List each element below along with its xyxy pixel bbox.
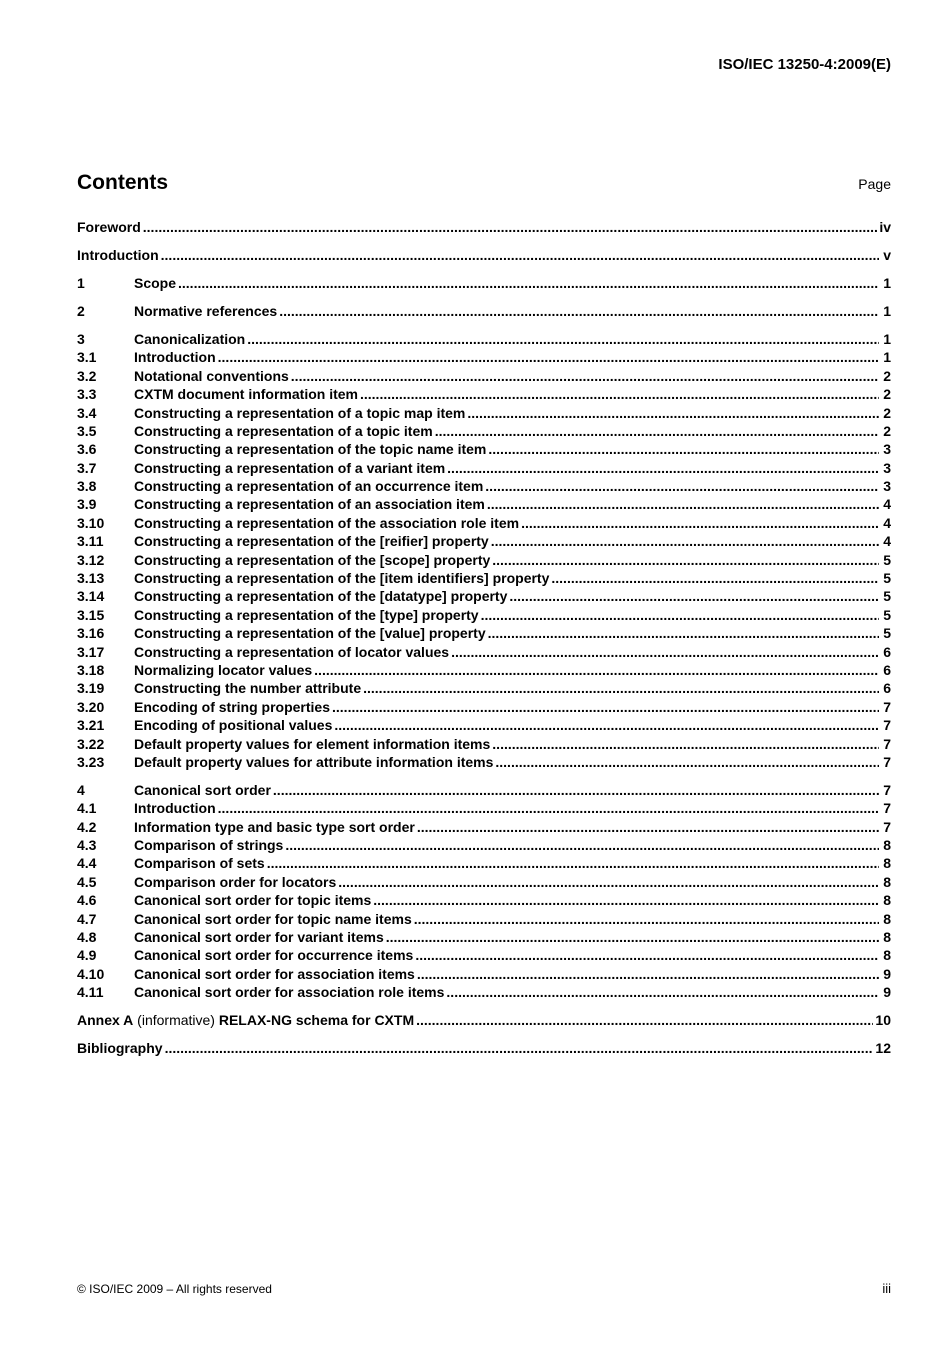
toc-leader-dots bbox=[363, 679, 879, 697]
toc-entry-number: 4.11 bbox=[77, 984, 104, 1001]
toc-entry-title: Introduction bbox=[77, 246, 159, 263]
toc-leader-dots bbox=[451, 643, 879, 661]
toc-entry-number: 2 bbox=[77, 302, 85, 319]
toc-entry[interactable] bbox=[77, 587, 891, 605]
toc-entry-number: 3.14 bbox=[77, 588, 105, 605]
toc-entry-page: 7 bbox=[883, 781, 891, 798]
toc-entry-title: Constructing a representation of a variant item bbox=[134, 459, 446, 476]
toc-entry-page: 5 bbox=[883, 570, 891, 587]
toc-entry-number: 4.4 bbox=[77, 855, 97, 872]
toc-entry-number: 4.8 bbox=[77, 929, 97, 946]
toc-entry[interactable] bbox=[77, 799, 891, 817]
toc-entry[interactable] bbox=[77, 781, 891, 799]
toc-entry-title: Canonical sort order for topic name items bbox=[134, 910, 412, 927]
toc-leader-dots bbox=[416, 1011, 873, 1029]
toc-entry-page: 8 bbox=[883, 929, 891, 946]
toc-leader-dots bbox=[509, 587, 879, 605]
toc-leader-dots bbox=[332, 698, 879, 716]
toc-entry-title: Comparison order for locators bbox=[134, 873, 337, 890]
toc-entry[interactable] bbox=[77, 246, 891, 264]
toc-entry-page: 1 bbox=[883, 302, 891, 319]
toc-entry-page: 8 bbox=[883, 873, 891, 890]
toc-entry[interactable] bbox=[77, 404, 891, 422]
toc-entry[interactable] bbox=[77, 836, 891, 854]
toc-entry-number: 4.3 bbox=[77, 837, 97, 854]
toc-entry-page: 7 bbox=[883, 717, 891, 734]
toc-entry-page: 2 bbox=[883, 404, 891, 421]
toc-entry-number: 3.9 bbox=[77, 496, 97, 513]
toc-entry[interactable] bbox=[77, 532, 891, 550]
toc-entry-page: 1 bbox=[883, 274, 891, 291]
toc-entry[interactable] bbox=[77, 679, 891, 697]
toc-leader-dots bbox=[417, 965, 879, 983]
toc-entry[interactable] bbox=[77, 477, 891, 495]
page-number: iii bbox=[882, 1281, 891, 1296]
toc-entry-number: 3 bbox=[77, 330, 85, 347]
toc-entry-title: Introduction bbox=[134, 800, 216, 817]
toc-leader-dots bbox=[417, 818, 879, 836]
toc-entry[interactable] bbox=[77, 551, 891, 569]
toc-entry-page: 7 bbox=[883, 818, 891, 835]
toc-entry-page: 2 bbox=[883, 386, 891, 403]
toc-entry-title: Comparison of strings bbox=[134, 837, 284, 854]
toc-entry[interactable] bbox=[77, 459, 891, 477]
toc-entry[interactable] bbox=[77, 928, 891, 946]
toc-leader-dots bbox=[414, 910, 879, 928]
toc-leader-dots bbox=[521, 514, 879, 532]
toc-entry-page: 10 bbox=[875, 1012, 891, 1029]
toc-entry-title: Annex A (informative) RELAX-NG schema for CXTM bbox=[77, 1012, 415, 1029]
toc-entry-title: Constructing a representation of a topic map item bbox=[134, 404, 466, 421]
document-id: ISO/IEC 13250-4:2009(E) bbox=[718, 56, 891, 73]
toc-entry-page: 3 bbox=[883, 478, 891, 495]
toc-entry-title: Canonical sort order bbox=[134, 781, 271, 798]
toc-entry-number: 3.16 bbox=[77, 625, 105, 642]
toc-entry[interactable] bbox=[77, 218, 891, 236]
toc-entry-page: iv bbox=[879, 219, 891, 235]
toc-entry-title: Constructing a representation of the [item identifiers] property bbox=[134, 570, 550, 587]
toc-entry-page: 9 bbox=[883, 984, 891, 1001]
toc-entry-title: Constructing a representation of the topic name item bbox=[134, 441, 487, 458]
toc-entry[interactable] bbox=[77, 330, 891, 348]
toc-entry[interactable] bbox=[77, 873, 891, 891]
toc-entry-title: Constructing a representation of the association role item bbox=[134, 514, 520, 531]
toc-entry-title: Constructing the number attribute bbox=[134, 680, 362, 697]
toc-entry[interactable] bbox=[77, 946, 891, 964]
toc-entry-title: Canonical sort order for variant items bbox=[134, 929, 384, 946]
toc-entry[interactable] bbox=[77, 891, 891, 909]
toc-entry[interactable] bbox=[77, 753, 891, 771]
toc-entry[interactable] bbox=[77, 569, 891, 587]
toc-leader-dots bbox=[165, 1039, 874, 1057]
toc-entry-number: 3.8 bbox=[77, 478, 97, 495]
copyright-notice: © ISO/IEC 2009 – All rights reserved bbox=[77, 1282, 272, 1296]
toc-entry[interactable] bbox=[77, 606, 891, 624]
toc-entry-title: Constructing a representation of the [reifier] property bbox=[134, 533, 489, 550]
toc-entry-page: 8 bbox=[883, 947, 891, 964]
toc-entry-title: Default property values for attribute information items bbox=[134, 753, 494, 770]
toc-entry[interactable] bbox=[77, 1039, 891, 1057]
toc-entry-title: Normalizing locator values bbox=[134, 661, 313, 678]
toc-entry-number: 3.22 bbox=[77, 735, 105, 752]
toc-leader-dots bbox=[488, 624, 879, 642]
toc-entry-number: 3.21 bbox=[77, 717, 105, 734]
toc-leader-dots bbox=[446, 983, 879, 1001]
toc-entry-page: 4 bbox=[883, 496, 891, 513]
toc-entry-page: 9 bbox=[883, 965, 891, 982]
toc-entry[interactable] bbox=[77, 818, 891, 836]
toc-entry[interactable] bbox=[77, 661, 891, 679]
toc-leader-dots bbox=[467, 404, 879, 422]
toc-entry[interactable] bbox=[77, 624, 891, 642]
toc-entry-number: 3.10 bbox=[77, 514, 105, 531]
toc-entry[interactable] bbox=[77, 514, 891, 532]
toc-leader-dots bbox=[143, 218, 878, 236]
toc-entry-title: Canonical sort order for occurrence items bbox=[134, 947, 414, 964]
toc-entry-number: 4.1 bbox=[77, 800, 97, 817]
toc-entry-title: Canonical sort order for association role items bbox=[134, 984, 445, 1001]
toc-leader-dots bbox=[487, 495, 879, 513]
toc-entry-title: Canonicalization bbox=[134, 330, 246, 347]
contents-title: Contents bbox=[77, 171, 168, 194]
toc-entry-page: 5 bbox=[883, 625, 891, 642]
toc-entry-title: Constructing a representation of the [type] property bbox=[134, 606, 479, 623]
toc-entry-number: 3.15 bbox=[77, 606, 105, 623]
toc-entry-number: 3.20 bbox=[77, 698, 105, 715]
toc-entry-page: 5 bbox=[883, 588, 891, 605]
toc-entry-page: 5 bbox=[883, 551, 891, 568]
toc-entry-title: Default property values for element information items bbox=[134, 735, 491, 752]
toc-entry[interactable] bbox=[77, 367, 891, 385]
toc-entry-title: Canonical sort order for association items bbox=[134, 965, 415, 982]
toc-leader-dots bbox=[334, 716, 879, 734]
toc-leader-dots bbox=[373, 891, 879, 909]
toc-entry[interactable] bbox=[77, 643, 891, 661]
toc-entry-page: 7 bbox=[883, 735, 891, 752]
toc-leader-dots bbox=[360, 385, 879, 403]
toc-entry-title: Information type and basic type sort order bbox=[134, 818, 415, 835]
toc-entry-page: 7 bbox=[883, 698, 891, 715]
toc-entry-page: 6 bbox=[883, 680, 891, 697]
toc-entry-number: 4.5 bbox=[77, 873, 97, 890]
toc-entry[interactable] bbox=[77, 735, 891, 753]
toc-leader-dots bbox=[247, 330, 879, 348]
toc-entry[interactable] bbox=[77, 274, 891, 292]
table-of-contents bbox=[77, 218, 891, 1058]
toc-entry-title: Constructing a representation of the [value] property bbox=[134, 625, 486, 642]
toc-leader-dots bbox=[488, 440, 879, 458]
toc-entry[interactable] bbox=[77, 716, 891, 734]
toc-entry-title: Comparison of sets bbox=[134, 855, 265, 872]
toc-entry-title: Constructing a representation of the [datatype] property bbox=[134, 588, 508, 605]
toc-entry[interactable] bbox=[77, 983, 891, 1001]
toc-leader-dots bbox=[492, 551, 879, 569]
toc-entry-number: 3.4 bbox=[77, 404, 97, 421]
toc-entry-number: 3.18 bbox=[77, 661, 105, 678]
toc-entry-number: 3.3 bbox=[77, 386, 97, 403]
toc-entry-page: 8 bbox=[883, 892, 891, 909]
toc-entry-title: Constructing a representation of the [scope] property bbox=[134, 551, 491, 568]
toc-leader-dots bbox=[338, 873, 879, 891]
toc-leader-dots bbox=[551, 569, 879, 587]
toc-entry-number: 3.19 bbox=[77, 680, 105, 697]
toc-entry[interactable] bbox=[77, 422, 891, 440]
toc-leader-dots bbox=[178, 274, 879, 292]
toc-entry-page: 2 bbox=[883, 367, 891, 384]
toc-entry-page: 3 bbox=[883, 459, 891, 476]
toc-entry-page: 4 bbox=[883, 533, 891, 550]
toc-leader-dots bbox=[481, 606, 879, 624]
toc-entry-page: 7 bbox=[883, 753, 891, 770]
toc-leader-dots bbox=[314, 661, 879, 679]
toc-entry-title: Constructing a representation of a topic item bbox=[134, 422, 433, 439]
toc-entry-page: 1 bbox=[883, 349, 891, 366]
toc-entry-page: 6 bbox=[883, 661, 891, 678]
toc-entry-number: 3.2 bbox=[77, 367, 97, 384]
toc-entry-number: 4.6 bbox=[77, 892, 97, 909]
toc-entry-title: Foreword bbox=[77, 219, 141, 235]
toc-entry-page: 12 bbox=[875, 1040, 891, 1057]
toc-entry[interactable] bbox=[77, 965, 891, 983]
toc-entry[interactable] bbox=[77, 910, 891, 928]
toc-entry[interactable] bbox=[77, 440, 891, 458]
toc-entry-page: 3 bbox=[883, 441, 891, 458]
toc-leader-dots bbox=[161, 246, 879, 264]
toc-entry[interactable] bbox=[77, 1011, 891, 1029]
toc-leader-dots bbox=[218, 348, 879, 366]
toc-entry-title: Constructing a representation of an occurrence item bbox=[134, 478, 484, 495]
toc-entry-number: 4.10 bbox=[77, 965, 105, 982]
toc-leader-dots bbox=[267, 854, 879, 872]
toc-entry-page: 8 bbox=[883, 855, 891, 872]
toc-leader-dots bbox=[285, 836, 879, 854]
toc-entry[interactable] bbox=[77, 385, 891, 403]
toc-entry[interactable] bbox=[77, 302, 891, 320]
toc-entry-number: 3.6 bbox=[77, 441, 97, 458]
toc-entry-title: CXTM document information item bbox=[134, 386, 358, 403]
toc-leader-dots bbox=[447, 459, 879, 477]
toc-leader-dots bbox=[386, 928, 879, 946]
toc-entry-number: 3.1 bbox=[77, 349, 97, 366]
toc-leader-dots bbox=[218, 799, 879, 817]
toc-entry-number: 3.17 bbox=[77, 643, 105, 660]
toc-entry-title: Normative references bbox=[134, 302, 278, 319]
page-column-label: Page bbox=[858, 176, 891, 192]
toc-leader-dots bbox=[435, 422, 879, 440]
toc-entry[interactable] bbox=[77, 348, 891, 366]
toc-entry-number: 3.7 bbox=[77, 459, 97, 476]
toc-leader-dots bbox=[495, 753, 879, 771]
toc-leader-dots bbox=[491, 532, 879, 550]
toc-entry-page: 4 bbox=[883, 514, 891, 531]
toc-entry-number: 4.7 bbox=[77, 910, 97, 927]
toc-entry-page: 6 bbox=[883, 643, 891, 660]
toc-entry-number: 3.12 bbox=[77, 551, 105, 568]
toc-entry-title: Encoding of positional values bbox=[134, 717, 333, 734]
toc-entry-title: Constructing a representation of locator values bbox=[134, 643, 450, 660]
toc-leader-dots bbox=[485, 477, 879, 495]
toc-entry-number: 3.13 bbox=[77, 570, 105, 587]
toc-entry-page: 8 bbox=[883, 837, 891, 854]
toc-entry-page: 8 bbox=[883, 910, 891, 927]
toc-entry-number: 1 bbox=[77, 274, 85, 291]
toc-entry-title: Introduction bbox=[134, 349, 216, 366]
toc-entry-number: 3.11 bbox=[77, 533, 104, 550]
toc-leader-dots bbox=[415, 946, 879, 964]
toc-entry-page: v bbox=[883, 246, 891, 263]
toc-entry-title: Constructing a representation of an association item bbox=[134, 496, 485, 513]
toc-leader-dots bbox=[273, 781, 879, 799]
toc-entry-title: Bibliography bbox=[77, 1040, 163, 1057]
toc-entry[interactable] bbox=[77, 698, 891, 716]
toc-entry[interactable] bbox=[77, 495, 891, 513]
toc-entry-number: 4 bbox=[77, 781, 85, 798]
toc-entry-title: Encoding of string properties bbox=[134, 698, 331, 715]
toc-entry-title: Scope bbox=[134, 274, 177, 291]
toc-entry-number: 4.9 bbox=[77, 947, 97, 964]
toc-entry-page: 2 bbox=[883, 422, 891, 439]
toc-entry-title: Canonical sort order for topic items bbox=[134, 892, 372, 909]
toc-leader-dots bbox=[279, 302, 879, 320]
toc-entry[interactable] bbox=[77, 854, 891, 872]
toc-entry-number: 3.23 bbox=[77, 753, 105, 770]
toc-entry-page: 5 bbox=[883, 606, 891, 623]
toc-leader-dots bbox=[291, 367, 879, 385]
toc-entry-number: 4.2 bbox=[77, 818, 97, 835]
toc-entry-number: 3.5 bbox=[77, 422, 97, 439]
toc-leader-dots bbox=[492, 735, 879, 753]
toc-entry-page: 1 bbox=[883, 330, 891, 347]
toc-entry-title: Notational conventions bbox=[134, 367, 289, 384]
toc-entry-page: 7 bbox=[883, 800, 891, 817]
